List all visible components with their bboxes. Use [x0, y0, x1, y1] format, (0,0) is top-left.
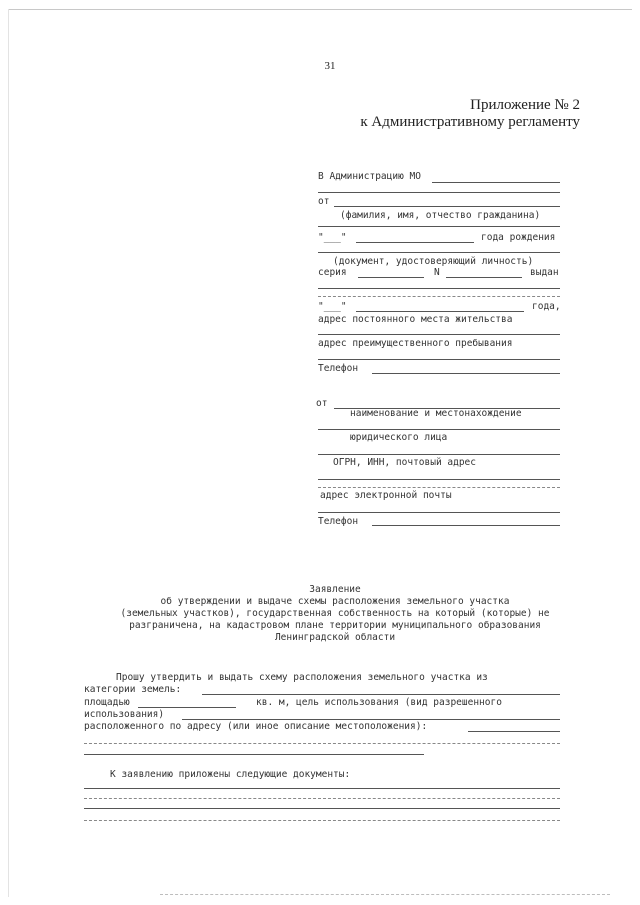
land-category-label: категории земель:: [84, 684, 182, 695]
statement-line-1: об утверждении и выдаче схемы расположения земельного участка: [160, 596, 510, 607]
issue-date-line: [356, 311, 524, 312]
documents-line: [84, 788, 560, 789]
birth-line: [356, 242, 474, 243]
phone-line: [372, 373, 560, 374]
documents-attached-label: К заявлению приложены следующие документы:: [110, 769, 351, 780]
ogrn-caption: ОГРН, ИНН, почтовый адрес: [333, 457, 476, 468]
legal-from-label: от: [316, 398, 328, 409]
location-label: расположенного по адресу (или иное описание местоположения):: [84, 721, 428, 732]
legal-entity-caption: юридического лица: [350, 432, 448, 443]
field-line: [318, 288, 560, 289]
phone-label: Телефон: [318, 363, 359, 374]
permitted-use-label: использования): [84, 709, 165, 720]
scan-border-bottom: [160, 894, 610, 895]
doc-caption: (документ, удостоверяющий личность): [333, 256, 534, 267]
field-line: [318, 487, 560, 488]
legal-phone-label: Телефон: [318, 516, 359, 527]
statement-line-4: Ленинградской области: [274, 632, 396, 643]
documents-line: [84, 798, 560, 799]
field-line: [318, 192, 560, 193]
scan-border-left: [8, 9, 9, 897]
field-line: [318, 252, 560, 253]
field-line: [318, 359, 560, 360]
issue-date-quote: "___": [318, 301, 347, 312]
field-line: [318, 479, 560, 480]
email-caption: адрес электронной почты: [320, 490, 452, 501]
number-line: [446, 277, 522, 278]
name-caption: (фамилия, имя, отчество гражданина): [340, 210, 541, 221]
documents-line: [84, 808, 560, 809]
scan-border-top: [8, 9, 632, 10]
location-line: [468, 731, 560, 732]
series-label: серия: [318, 267, 347, 278]
field-line: [318, 454, 560, 455]
field-line: [318, 226, 560, 227]
page-number: 31: [324, 60, 336, 72]
address-permanent-label: адрес постоянного места жительства: [318, 314, 513, 325]
to-admin-label: В Администрацию МО: [318, 171, 421, 182]
statement-line-2: (земельных участков), государственная собственность на который (которые) не: [120, 608, 550, 619]
field-line: [318, 512, 560, 513]
documents-line: [84, 820, 560, 821]
use-purpose-label: кв. м, цель использования (вид разрешенного: [256, 697, 502, 708]
from-label: от: [318, 196, 330, 207]
number-label: N: [434, 267, 440, 278]
admin-line: [432, 182, 560, 183]
legal-phone-line: [372, 525, 560, 526]
field-line: [318, 334, 560, 335]
permitted-use-line: [182, 719, 560, 720]
year-label: года,: [532, 301, 561, 312]
issued-label: выдан: [530, 267, 559, 278]
name-line: [334, 206, 560, 207]
legal-name-caption: наименование и местонахождение: [350, 408, 522, 419]
area-line: [138, 707, 236, 708]
address-primary-label: адрес преимущественного пребывания: [318, 338, 513, 349]
land-category-line: [202, 694, 560, 695]
field-line: [318, 429, 560, 430]
area-label: площадью: [84, 697, 130, 708]
request-paragraph-line-1: Прошу утвердить и выдать схему расположения земельного участка из: [116, 672, 488, 683]
location-line-2: [84, 743, 560, 744]
field-line: [318, 296, 560, 297]
statement-title: Заявление: [309, 584, 361, 595]
birth-label: года рождения: [481, 232, 556, 243]
series-line: [358, 277, 424, 278]
location-line-3: [84, 754, 424, 755]
appendix-subtitle: к Административному регламенту: [360, 114, 580, 130]
birth-quote: "___": [318, 232, 347, 243]
statement-line-3: разграничена, на кадастровом плане территории муниципального образования: [129, 620, 541, 631]
appendix-title: Приложение № 2: [470, 97, 580, 113]
